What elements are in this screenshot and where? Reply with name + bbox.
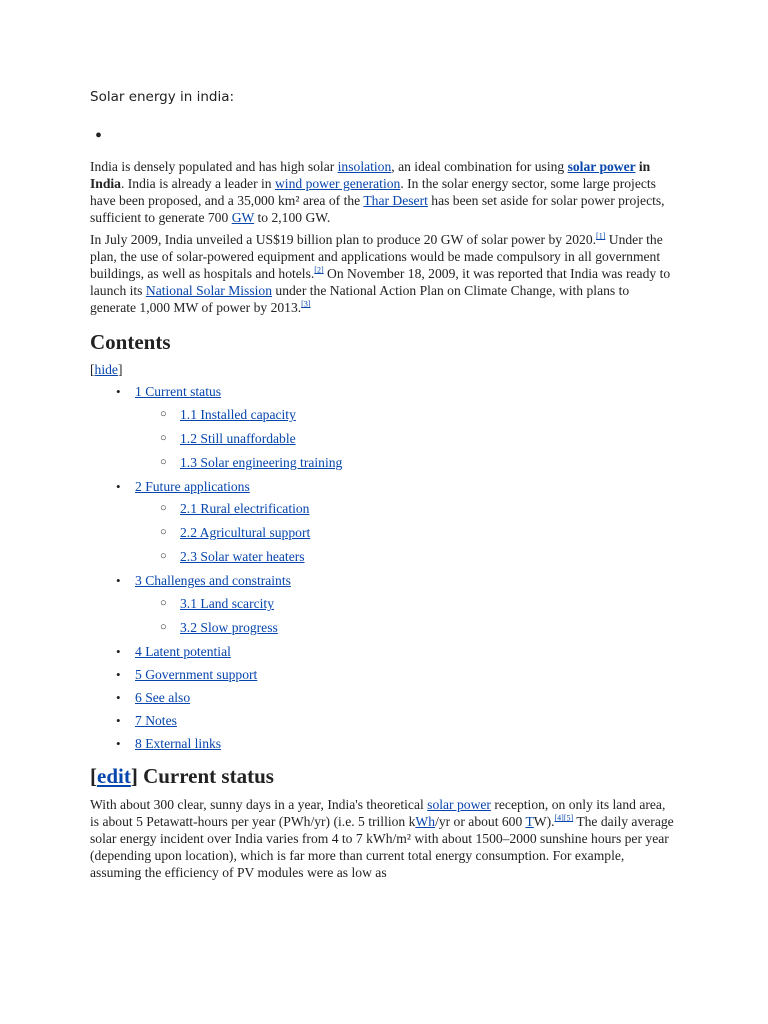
- toc-sub-bullet: ○: [160, 456, 167, 468]
- toc-bullet: •: [116, 690, 121, 705]
- toc-link[interactable]: 2.1 Rural electrification: [180, 501, 310, 516]
- status-text-5: The daily average solar energy incident over India varies from 4 to 7 kWh/m² with about 1500–2000 sunshine hours per year (depending upon location), which is far more than current total energy consumption. For example, assuming the efficiency of PV modules were as low as: [90, 814, 674, 880]
- toc-link[interactable]: 2 Future applications: [135, 479, 250, 494]
- toc-link[interactable]: 8 External links: [135, 736, 222, 751]
- intro-text-5: . In the solar energy sector, some large projects have been proposed, and a 35,000 km² area of the: [90, 176, 656, 208]
- empty-list-bullet: •: [95, 125, 103, 147]
- intro-text-7: to 2,100 GW.: [254, 210, 331, 225]
- wind-power-link[interactable]: wind power generation: [274, 176, 401, 191]
- contents-heading: Contents: [90, 330, 171, 354]
- toc-sub-bullet: ○: [160, 597, 167, 609]
- toc-link[interactable]: 1 Current status: [135, 384, 222, 399]
- toc-link[interactable]: 3 Challenges and constraints: [135, 573, 291, 588]
- toc-hide-toggle: [90, 361, 122, 378]
- document-title: Solar energy in india:: [90, 89, 235, 105]
- toc-link[interactable]: 1.3 Solar engineering training: [180, 455, 343, 470]
- toc-link[interactable]: 4 Latent potential: [135, 644, 231, 659]
- status-text-3: /yr or about 600: [435, 814, 526, 829]
- toc-link[interactable]: 1.1 Installed capacity: [180, 407, 296, 422]
- toc-sub-bullet: ○: [160, 502, 167, 514]
- gw-link[interactable]: GW: [231, 210, 255, 225]
- toc-bullet: •: [116, 713, 121, 728]
- toc-bullet: •: [116, 667, 121, 682]
- intro-text-4: . India is already a leader in: [120, 176, 275, 191]
- hide-bracket-close: ]: [117, 362, 123, 377]
- wh-link[interactable]: Wh: [415, 814, 436, 829]
- toc-sub-bullet: ○: [160, 408, 167, 420]
- toc-bullet: •: [116, 479, 121, 494]
- toc-bullet: •: [116, 644, 121, 659]
- insolation-link[interactable]: insolation: [337, 159, 392, 174]
- solar-power-link-2[interactable]: solar power: [427, 797, 491, 812]
- hide-link[interactable]: hide: [94, 362, 118, 377]
- toc-sub-bullet: ○: [160, 526, 167, 538]
- toc-bullet: •: [116, 384, 121, 399]
- intro-text-6: has been set aside for solar power projects, sufficient to generate 700: [90, 193, 665, 225]
- toc-link[interactable]: 3.2 Slow progress: [180, 620, 278, 635]
- toc-link[interactable]: 6 See also: [135, 690, 191, 705]
- plan-text-1: In July 2009, India unveiled a US$19 billion plan to produce 20 GW of solar power by 2020.: [90, 232, 597, 247]
- reference-2-link[interactable]: [2]: [314, 265, 324, 275]
- plan-text-3: On November 18, 2009, it was reported that India was ready to launch its: [90, 266, 671, 298]
- toc-link[interactable]: 1.2 Still unaffordable: [180, 431, 296, 446]
- intro-text-2: , an ideal combination for using: [391, 159, 568, 174]
- reference-4-5-link[interactable]: [4][5]: [554, 813, 574, 823]
- toc-sub-bullet: ○: [160, 432, 167, 444]
- intro-text-1: India is densely populated and has high solar: [90, 159, 338, 174]
- hide-bracket-open: [: [90, 362, 95, 377]
- plan-text-2: Under the plan, the use of solar-powered equipment and applications would be made compulsory in all government buildings, as well as hospitals and hotels.: [90, 232, 663, 281]
- thar-desert-link[interactable]: Thar Desert: [363, 193, 428, 208]
- plan-text-4: under the National Action Plan on Climate Change, with plans to generate 1,000 MW of power by 2013.: [90, 283, 630, 315]
- national-solar-mission-link[interactable]: National Solar Mission: [145, 283, 273, 298]
- in-india-bold: in India: [90, 159, 651, 191]
- toc-sub-bullet: ○: [160, 550, 167, 562]
- intro-paragraph: [90, 158, 676, 226]
- toc-link[interactable]: 3.1 Land scarcity: [180, 596, 274, 611]
- toc-link[interactable]: 2.3 Solar water heaters: [180, 549, 305, 564]
- edit-bracket-open: [: [90, 764, 97, 788]
- tw-link[interactable]: T: [525, 814, 534, 829]
- status-text-2: reception, on only its land area, is about 5 Petawatt-hours per year (PWh/yr) (i.e. 5 trillion k: [90, 797, 666, 829]
- plan-paragraph: [90, 231, 676, 316]
- toc-link[interactable]: 5 Government support: [135, 667, 258, 682]
- edit-link[interactable]: edit: [97, 764, 131, 788]
- section-title: Current status: [137, 764, 274, 788]
- toc-link[interactable]: 2.2 Agricultural support: [180, 525, 311, 540]
- reference-1-link[interactable]: [1]: [596, 231, 606, 241]
- toc-bullet: •: [116, 736, 121, 751]
- status-text-1: With about 300 clear, sunny days in a year, India's theoretical: [90, 797, 428, 812]
- toc-sub-bullet: ○: [160, 621, 167, 633]
- reference-3-link[interactable]: [3]: [301, 299, 311, 309]
- toc-link[interactable]: 7 Notes: [135, 713, 177, 728]
- section-heading-current-status: [90, 764, 274, 789]
- status-text-4: W).: [533, 814, 555, 829]
- current-status-paragraph: [90, 796, 676, 881]
- toc-bullet: •: [116, 573, 121, 588]
- edit-bracket-close: ]: [130, 764, 138, 788]
- solar-power-link[interactable]: solar power: [567, 159, 636, 174]
